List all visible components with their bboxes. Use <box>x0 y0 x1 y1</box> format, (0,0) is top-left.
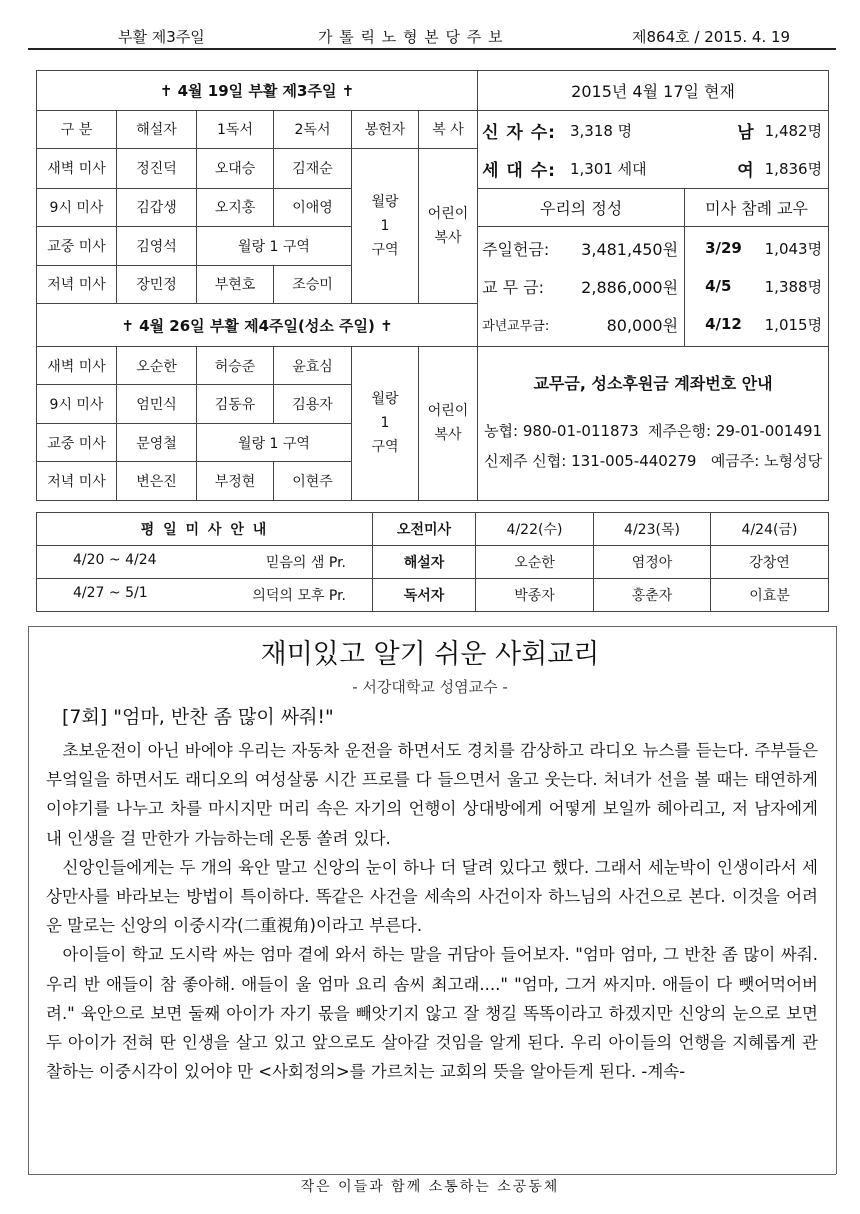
attendance-count: 1,043명 <box>764 239 823 258</box>
roster-cell: 김용자 <box>274 385 352 424</box>
footer-slogan: 작은 이들과 함께 소통하는 소공동체 <box>300 1179 560 1195</box>
roster-cell: 이애영 <box>274 188 352 227</box>
server-line: 복사 <box>434 427 462 444</box>
roster-cell: 조승미 <box>274 265 352 304</box>
male-value: 1,482명 <box>764 121 823 140</box>
weekday-role: 독서자 <box>373 579 476 612</box>
mass-label: 9시 미사 <box>37 188 117 227</box>
attendance-count: 1,015명 <box>764 315 823 334</box>
offer-cell <box>352 346 419 500</box>
offering-label: 과년교무금: <box>482 318 550 334</box>
weekday-date: 4/23(목) <box>594 513 711 546</box>
account-line: 제주은행: 29-01-001491 <box>648 422 823 441</box>
account-line: 농협: 980-01-011873 <box>484 422 639 441</box>
col-header: 2독서 <box>274 110 352 149</box>
female-value: 1,836명 <box>764 159 823 178</box>
roster-cell: 변은진 <box>117 462 197 501</box>
server-line: 어린이 <box>427 403 469 420</box>
female-label: 여 <box>737 160 755 181</box>
roster-merged-cell: 월랑 1 구역 <box>197 227 352 266</box>
offer-line: 월랑 <box>371 391 399 408</box>
weekday-name: 염정아 <box>594 546 711 579</box>
weekday-date: 4/24(금) <box>711 513 829 546</box>
account-line: 신제주 신협: 131-005-440279 <box>484 452 697 471</box>
roster-cell: 김동유 <box>197 385 274 424</box>
account-cell <box>478 346 829 500</box>
roster-table <box>36 70 829 501</box>
roster-cell: 김재순 <box>274 149 352 189</box>
roster-cell: 부정현 <box>197 462 274 501</box>
stats-cell <box>478 110 829 188</box>
server-cell <box>419 346 478 500</box>
weekday-range: 4/27 ~ 5/1 <box>73 585 148 601</box>
header-left: 부활 제3주일 <box>118 28 205 46</box>
weekday-group: 의덕의 모후 Pr. <box>252 588 346 604</box>
believers-value: 3,318 명 <box>569 121 633 140</box>
male-label: 남 <box>737 122 755 143</box>
offering-value: 3,481,450원 <box>581 239 679 259</box>
weekday-name: 강창연 <box>711 546 829 579</box>
weekday-name: 이효분 <box>711 579 829 612</box>
roster-cell: 부현호 <box>197 265 274 304</box>
weekday-group: 믿음의 샘 Pr. <box>265 555 346 571</box>
weekday-range: 4/20 ~ 4/24 <box>73 552 157 568</box>
offering-title: 우리의 정성 <box>478 188 685 227</box>
offer-line: 구역 <box>371 242 399 259</box>
article-episode: [7회] "엄마, 반찬 좀 많이 싸줘!" <box>62 706 334 728</box>
col-header: 1독서 <box>197 110 274 149</box>
weekday-name: 박종자 <box>476 579 594 612</box>
header-right: 제864호 / 2015. 4. 19 <box>632 28 791 46</box>
weekday-name: 홍춘자 <box>594 579 711 612</box>
header-rule <box>28 48 836 50</box>
weekday-morning: 오전미사 <box>373 513 476 546</box>
col-header: 봉헌자 <box>352 110 419 149</box>
catechism-title: 미사 참례 교우 <box>685 188 829 227</box>
believers-label: 신 자 수: <box>482 122 556 143</box>
offering-label: 교 무 금: <box>482 277 544 297</box>
weekday-group-cell <box>37 579 373 612</box>
mass-label: 저녁 미사 <box>37 462 117 501</box>
server-line: 어린이 <box>427 206 469 223</box>
article-paragraph: 아이들이 학교 도시락 싸는 엄마 곁에 와서 하는 말을 귀담아 들어보자. "엄마 엄마, 그 반찬 좀 많이 싸줘. 우리 반 애들이 참 좋아해. 애들이 울 엄마 요리 솜씨 최고래...." "엄마, 그거 싸지마. 애들이 다 뺏어먹어버려." 육안으로 보면 둘째 아이가 자기 몫을 빼앗기지 않고 잘 챙길 똑똑이라고 하겠지만 신앙의 눈으로 보면 두 아이가 전혀 딴 인생을 살고 있고 앞으로도 살아갈 것임을 알게 된다. 우리 아이들의 언행을 지혜롭게 관찰하는 이중시각이 있어야 만 <사회정의>를 가르치는 교회의 뜻을 알아듣게 된다. -계속- <box>46 945 818 1082</box>
account-title: 교무금, 성소후원금 계좌번호 안내 <box>533 373 773 393</box>
article-subtitle: - 서강대학교 성염교수 - <box>352 678 508 696</box>
article-border-right <box>836 626 837 1174</box>
offer-cell <box>352 149 419 304</box>
roster-cell: 장민정 <box>117 265 197 304</box>
roster-cell: 오대승 <box>197 149 274 189</box>
mass-label: 교중 미사 <box>37 227 117 266</box>
server-cell <box>419 149 478 304</box>
roster-cell: 김영석 <box>117 227 197 266</box>
mass-label: 새벽 미사 <box>37 346 117 385</box>
roster-cell: 정진덕 <box>117 149 197 189</box>
stats-title: 2015년 4월 17일 현재 <box>478 71 829 111</box>
catechism-list <box>685 227 829 347</box>
mass-label: 새벽 미사 <box>37 149 117 189</box>
attendance-date: 4/5 <box>705 277 732 296</box>
article-body <box>46 736 818 1086</box>
mass-label: 저녁 미사 <box>37 265 117 304</box>
mass-label: 9시 미사 <box>37 385 117 424</box>
weekday-role: 해설자 <box>373 546 476 579</box>
roster-cell: 엄민식 <box>117 385 197 424</box>
households-label: 세 대 수: <box>482 160 556 181</box>
mass-label: 교중 미사 <box>37 423 117 462</box>
server-line: 복사 <box>434 230 462 247</box>
weekday-date: 4/22(수) <box>476 513 594 546</box>
offering-label: 주일헌금: <box>482 239 550 259</box>
offering-value: 80,000원 <box>606 315 679 335</box>
offer-line: 1 <box>380 218 390 235</box>
offering-list <box>478 227 685 347</box>
weekday-group-cell <box>37 546 373 579</box>
section-rule <box>28 626 836 627</box>
footer-rule <box>28 1174 836 1175</box>
roster-cell: 윤효심 <box>274 346 352 385</box>
roster-cell: 문영철 <box>117 423 197 462</box>
col-header: 구 분 <box>37 110 117 149</box>
article-paragraph: 신앙인들에게는 두 개의 육안 말고 신앙의 눈이 하나 더 달려 있다고 했다. 그래서 세눈박이 인생이라서 세상만사를 바라보는 방법이 특이하다. 똑같은 사건을 세속의 사건이자 하느님의 사건으로 본다. 이것을 어려운 말로는 신앙의 이중시각(二重視角)이라고 부른다. <box>46 857 818 936</box>
weekday-name: 오순한 <box>476 546 594 579</box>
roster1-title: ✝ 4월 19일 부활 제3주일 ✝ <box>37 71 478 111</box>
roster-cell: 이현주 <box>274 462 352 501</box>
offering-value: 2,886,000원 <box>581 277 679 297</box>
offer-line: 구역 <box>371 439 399 456</box>
households-value: 1,301 세대 <box>569 159 647 178</box>
roster-cell: 허승준 <box>197 346 274 385</box>
offer-line: 월랑 <box>371 194 399 211</box>
article-border-left <box>28 626 29 1174</box>
roster2-title: ✝ 4월 26일 부활 제4주일(성소 주일) ✝ <box>37 304 478 347</box>
weekday-table <box>36 512 829 612</box>
attendance-count: 1,388명 <box>764 277 823 296</box>
article-title: 재미있고 알기 쉬운 사회교리 <box>260 639 600 670</box>
roster-cell: 김갑생 <box>117 188 197 227</box>
roster-merged-cell: 월랑 1 구역 <box>197 423 352 462</box>
roster-cell: 오지홍 <box>197 188 274 227</box>
header-center: 가 톨 릭 노 형 본 당 주 보 <box>318 28 504 46</box>
offer-line: 1 <box>380 415 390 432</box>
col-header: 해설자 <box>117 110 197 149</box>
attendance-date: 4/12 <box>705 315 742 334</box>
account-line: 예금주: 노형성당 <box>710 452 823 471</box>
attendance-date: 3/29 <box>705 239 742 258</box>
roster-cell: 오순한 <box>117 346 197 385</box>
article-paragraph: 초보운전이 아닌 바에야 우리는 자동차 운전을 하면서도 경치를 감상하고 라디오 뉴스를 듣는다. 주부들은 부엌일을 하면서도 래디오의 여성살롱 시간 프로를 다 들으면서 울고 웃는다. 처녀가 선을 볼 때는 태연하게 이야기를 나누고 차를 마시지만 머리 속은 자기의 언행이 상대방에게 어떻게 보일까 헤아리고, 저 남자에게 내 인생을 걸 만한가 가늠하는데 온통 쏠려 있다. <box>46 741 818 848</box>
col-header: 복 사 <box>419 110 478 149</box>
weekday-title: 평 일 미 사 안 내 <box>37 513 373 546</box>
